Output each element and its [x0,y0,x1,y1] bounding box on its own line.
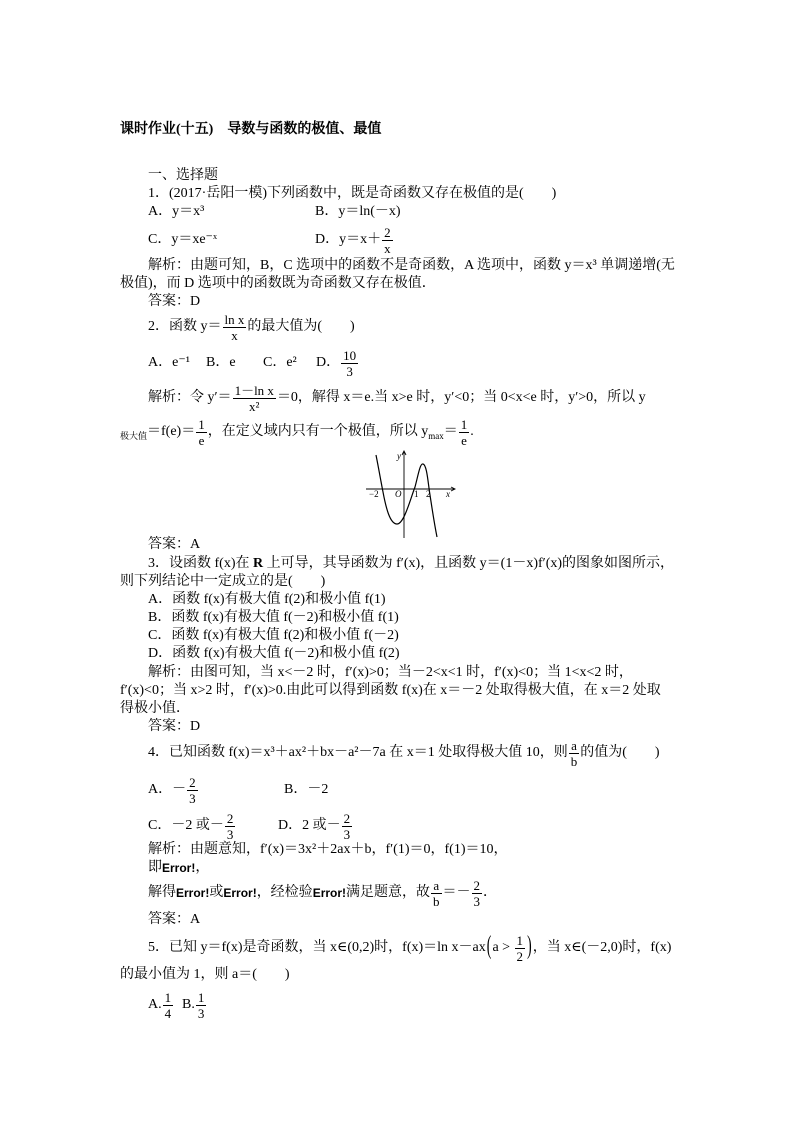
fraction-denominator: x [231,327,238,343]
q5-stem-l1-a: 5．已知 y＝f(x)是奇函数，当 x∈(0,2)时，f(x)＝ln x－ax [148,940,486,955]
q2-analysis-fraction-2 [459,418,470,447]
fraction-denominator: b [570,753,578,769]
error-field: Error! [176,886,210,900]
q2-analysis-fraction-1 [196,418,207,447]
q3-stem-line-2: 则下列结论中一定成立的是( ) [120,574,326,589]
q4-stem-fraction [569,739,580,768]
q3-option-d: D．函数 f(x)有极大值 f(－2)和极小值 f(2) [148,646,400,661]
fraction-numerator: 10 [343,347,357,363]
q4-stem [148,737,660,769]
q4-stem-b: 的值为( ) [580,745,660,760]
q4-analysis-l3-f: ． [483,885,498,900]
q4-analysis-line-1: 解析：由题意知，f′(x)＝3x²＋2ax＋b，f′(1)＝0，f(1)＝10， [148,842,508,857]
q4-option-a [148,774,199,806]
fraction-numerator: 2 [343,810,351,826]
fraction-denominator: 3 [343,826,351,842]
error-field: Error! [223,886,257,900]
q1-option-c: C．y＝xe⁻ˣ [148,232,217,247]
q2-option-d-label: D． [316,355,341,370]
q2-option-c: C．e² [263,355,297,370]
left-paren: ( [486,932,492,962]
q4-analysis-l3-c: ，经检验 [256,885,313,900]
q5-condition: a > [492,940,514,955]
q5-option-b-fraction [196,991,207,1020]
q4-analysis-l3-a: 解得 [148,885,176,900]
q4-option-c-label: C．－2 或－ [148,818,224,833]
q2-stem [148,311,355,343]
tick-label-2: 2 [426,489,431,499]
q5-option-b [182,989,207,1021]
q3-stem-l1-b: 上可导，其导函数为 f′(x)，且函数 y＝(1－x)f′(x)的图象如图所示， [263,556,675,571]
q4-option-c-fraction [225,812,236,841]
q4-option-c [148,810,236,842]
fraction-denominator: x [384,240,391,256]
q5-condition-fraction [515,934,526,963]
fraction-denominator: 3 [226,826,234,842]
q3-option-a: A．函数 f(x)有极大值 f(2)和极小值 f(1) [148,592,386,607]
q5-stem-line-2: 的最小值为 1，则 a＝( ) [120,967,290,982]
tick-label-1: 1 [414,489,419,499]
fraction-numerator: 1－ln x [234,382,274,398]
q2-stem-fraction [223,313,247,342]
fraction-numerator: 2 [226,810,234,826]
fraction-numerator: ln x [224,311,245,327]
tick-label-neg2: −2 [369,489,379,499]
q2-analysis-l2-b: ，在定义域内只有一个极值，所以 y [207,424,429,439]
q5-option-a [148,989,174,1021]
q4-answer: 答案：A [148,912,201,927]
q2-analysis-line-2 [120,416,474,448]
q3-stem-real-set: R [253,556,264,571]
q3-option-c: C．函数 f(x)有极大值 f(2)和极小值 f(－2) [148,628,399,643]
q2-analysis-l2-c: ＝ [443,424,458,439]
q2-option-a: A．e⁻¹ [148,355,190,370]
function-graph-figure [360,448,460,542]
subscript-max-value: 极大值 [120,431,148,441]
q4-analysis-line-2 [148,859,209,877]
q4-analysis-l2-b: ， [195,860,210,875]
axis-label-x: x [446,489,450,499]
fraction-denominator: b [433,893,440,909]
q1-option-d-label: D．y＝x＋ [315,232,382,247]
fraction-denominator: 3 [346,363,353,379]
q4-analysis-l3-e: ＝－ [442,885,471,900]
q2-option-d [316,347,359,379]
fraction-denominator: e [198,432,205,448]
fraction-numerator: 1 [197,989,205,1005]
fraction-denominator: e [461,432,467,448]
fraction-numerator: 1 [198,416,205,432]
q4-option-d-fraction [342,812,353,841]
fraction-numerator: 2 [473,877,481,893]
q2-analysis-l2-d: . [470,424,474,439]
q4-analysis-l2-a: 即 [148,860,162,875]
fraction-denominator: 4 [164,1005,172,1021]
q2-analysis-l2-a: ＝f(e)＝ [147,424,196,439]
q3-stem-line-1 [148,555,674,573]
origin-label: O [395,489,402,499]
fraction-numerator: 1 [164,989,172,1005]
fraction-numerator: 1 [516,932,524,948]
section-heading: 一、选择题 [148,168,218,183]
fraction-numerator: 2 [189,774,196,790]
subscript-max: max [428,431,444,441]
q4-analysis-fraction-1 [431,879,442,908]
q3-analysis-line-1: 解析：由图可知，当 x<－2 时，f′(x)>0；当－2<x<1 时，f′(x)<0；当 1<x<2 时， [148,665,633,680]
q5-option-a-fraction [163,991,174,1020]
fraction-denominator: 3 [473,893,481,909]
q5-option-b-label: B. [182,997,195,1012]
axis-label-y: y [397,451,401,461]
q4-option-a-label: A．－ [148,782,187,797]
q2-stem-after: 的最大值为( ) [247,319,355,334]
q5-option-a-label: A. [148,997,162,1012]
q2-analysis-fraction [233,384,276,413]
q4-option-b: B．－2 [284,782,329,797]
q4-option-a-fraction [187,776,198,805]
q2-analysis-line-1 [148,382,646,414]
fraction-numerator: 1 [460,416,468,432]
q2-stem-before: 2．函数 y＝ [148,319,222,334]
error-field: Error! [312,886,347,900]
fraction-numerator: a [431,879,442,894]
fraction-denominator: x² [249,398,260,414]
q3-option-b: B．函数 f(x)有极大值 f(－2)和极小值 f(1) [148,610,399,625]
q5-stem-line-1 [148,932,672,964]
q1-analysis-line-2: 极值)，而 D 选项中的函数既为奇函数又存在极值． [120,276,436,291]
q5-stem-l1-b: ，当 x∈(－2,0)时，f(x) [532,940,672,955]
q1-option-a: A．y＝x³ [148,204,205,219]
fraction-denominator: 2 [516,948,524,964]
fraction-numerator: a [569,739,580,754]
q3-analysis-line-3: 得极小值． [120,701,190,716]
q1-stem: 1．(2017·岳阳一模)下列函数中，既是奇函数又存在极值的是( ) [148,186,557,201]
q4-analysis-l3-b: 或 [209,885,224,900]
q4-option-d [278,810,353,842]
q4-stem-a: 4．已知函数 f(x)＝x³＋ax²＋bx－a²－7a 在 x＝1 处取得极大值 10，则 [148,745,568,760]
page-title: 课时作业(十五) 导数与函数的极值、最值 [120,122,382,137]
q1-analysis-line-1: 解析：由题可知，B，C 选项中的函数不是奇函数，A 选项中，函数 y＝x³ 单调递增(无 [148,258,675,273]
q2-option-d-fraction [341,349,358,378]
q1-option-b: B．y＝ln(－x) [315,204,401,219]
q2-answer: 答案：A [148,537,201,552]
q3-answer: 答案：D [148,719,201,734]
fraction-denominator: 3 [197,1005,205,1021]
q4-analysis-line-3 [148,877,498,909]
q1-option-d-fraction [382,226,393,255]
q4-option-d-label: D．2 或－ [278,818,341,833]
q2-option-b: B．e [206,355,236,370]
q4-analysis-fraction-2 [472,879,483,908]
q1-option-d [315,224,394,256]
q4-analysis-l3-d: 满足题意，故 [346,885,431,900]
fraction-numerator: 2 [384,224,391,240]
fraction-denominator: 3 [189,790,196,806]
error-field: Error! [162,861,196,875]
right-paren: ) [527,932,532,962]
q3-analysis-line-2: f′(x)<0；当 x>2 时，f′(x)>0.由此可以得到函数 f(x)在 x＝－2 处取得极大值，在 x＝2 处取 [120,683,661,698]
q2-analysis-l1-before: 解析：令 y′＝ [148,390,232,405]
q3-stem-l1-a: 3．设函数 f(x)在 [148,556,253,571]
q1-answer: 答案：D [148,294,201,309]
q2-analysis-l1-after: ＝0，解得 x＝e.当 x>e 时，y′<0；当 0<x<e 时，y′>0，所以 y [276,390,646,405]
